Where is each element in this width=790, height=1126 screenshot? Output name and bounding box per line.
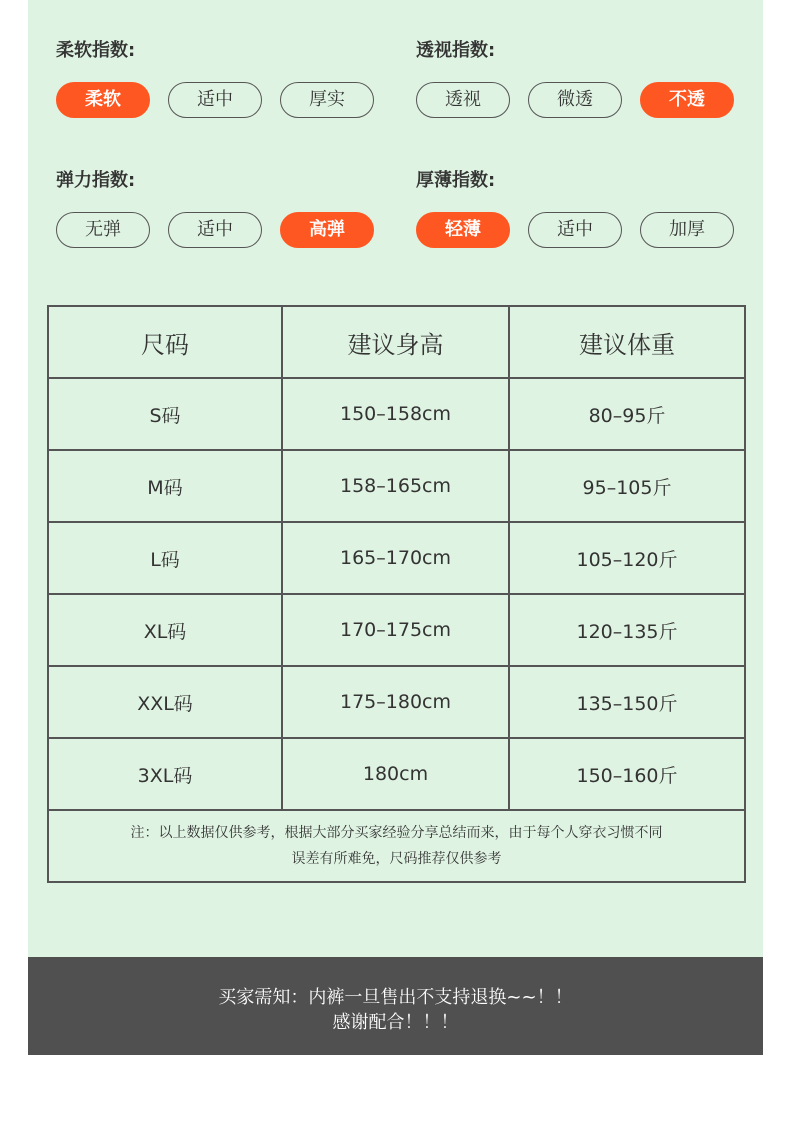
transparency-option-slight[interactable]: 微透 [528, 82, 622, 118]
cell-height: 150–158cm [282, 378, 509, 450]
buyer-notice-banner [28, 957, 763, 1055]
cell-size: M码 [48, 450, 282, 522]
elasticity-option-high[interactable]: 高弹 [280, 212, 374, 248]
header-height: 建议身高 [282, 306, 509, 378]
buyer-notice-line-1: 买家需知：内裤一旦售出不支持退换~~！！ [218, 987, 573, 1008]
cell-height: 175–180cm [282, 666, 509, 738]
elasticity-option-medium[interactable]: 适中 [168, 212, 262, 248]
table-note-line-2: 误差有所难免，尺码推荐仅供参考 [291, 851, 502, 867]
cell-weight: 95–105斤 [509, 450, 745, 522]
cell-height: 165–170cm [282, 522, 509, 594]
thickness-option-thin[interactable]: 轻薄 [416, 212, 510, 248]
cell-size: 3XL码 [48, 738, 282, 810]
table-row [48, 450, 745, 522]
softness-option-soft[interactable]: 柔软 [56, 82, 150, 118]
cell-size: XXL码 [48, 666, 282, 738]
table-note-line-1: 注：以上数据仅供参考，根据大部分买家经验分享总结而来，由于每个人穿衣习惯不同 [130, 825, 663, 841]
cell-height: 180cm [282, 738, 509, 810]
transparency-option-opaque[interactable]: 不透 [640, 82, 734, 118]
cell-size: L码 [48, 522, 282, 594]
cell-weight: 80–95斤 [509, 378, 745, 450]
cell-weight: 120–135斤 [509, 594, 745, 666]
thickness-index-title: 厚薄指数: [416, 170, 496, 191]
cell-weight: 105–120斤 [509, 522, 745, 594]
cell-weight: 150–160斤 [509, 738, 745, 810]
thickness-option-thick[interactable]: 加厚 [640, 212, 734, 248]
softness-option-medium[interactable]: 适中 [168, 82, 262, 118]
table-note [48, 810, 745, 882]
table-row [48, 522, 745, 594]
table-row [48, 738, 745, 810]
transparency-option-see-through[interactable]: 透视 [416, 82, 510, 118]
size-chart-table [47, 305, 746, 883]
table-note-row [48, 810, 745, 882]
header-size: 尺码 [48, 306, 282, 378]
table-header-row [48, 306, 745, 378]
buyer-notice-line-2: 感谢配合！！！ [332, 1012, 459, 1033]
cell-size: S码 [48, 378, 282, 450]
cell-weight: 135–150斤 [509, 666, 745, 738]
cell-height: 170–175cm [282, 594, 509, 666]
elasticity-index-title: 弹力指数: [56, 170, 136, 191]
cell-height: 158–165cm [282, 450, 509, 522]
cell-size: XL码 [48, 594, 282, 666]
table-row [48, 378, 745, 450]
softness-index-title: 柔软指数: [56, 40, 136, 61]
thickness-option-medium[interactable]: 适中 [528, 212, 622, 248]
softness-option-thick[interactable]: 厚实 [280, 82, 374, 118]
header-weight: 建议体重 [509, 306, 745, 378]
elasticity-option-none[interactable]: 无弹 [56, 212, 150, 248]
table-row [48, 666, 745, 738]
table-row [48, 594, 745, 666]
transparency-index-title: 透视指数: [416, 40, 496, 61]
